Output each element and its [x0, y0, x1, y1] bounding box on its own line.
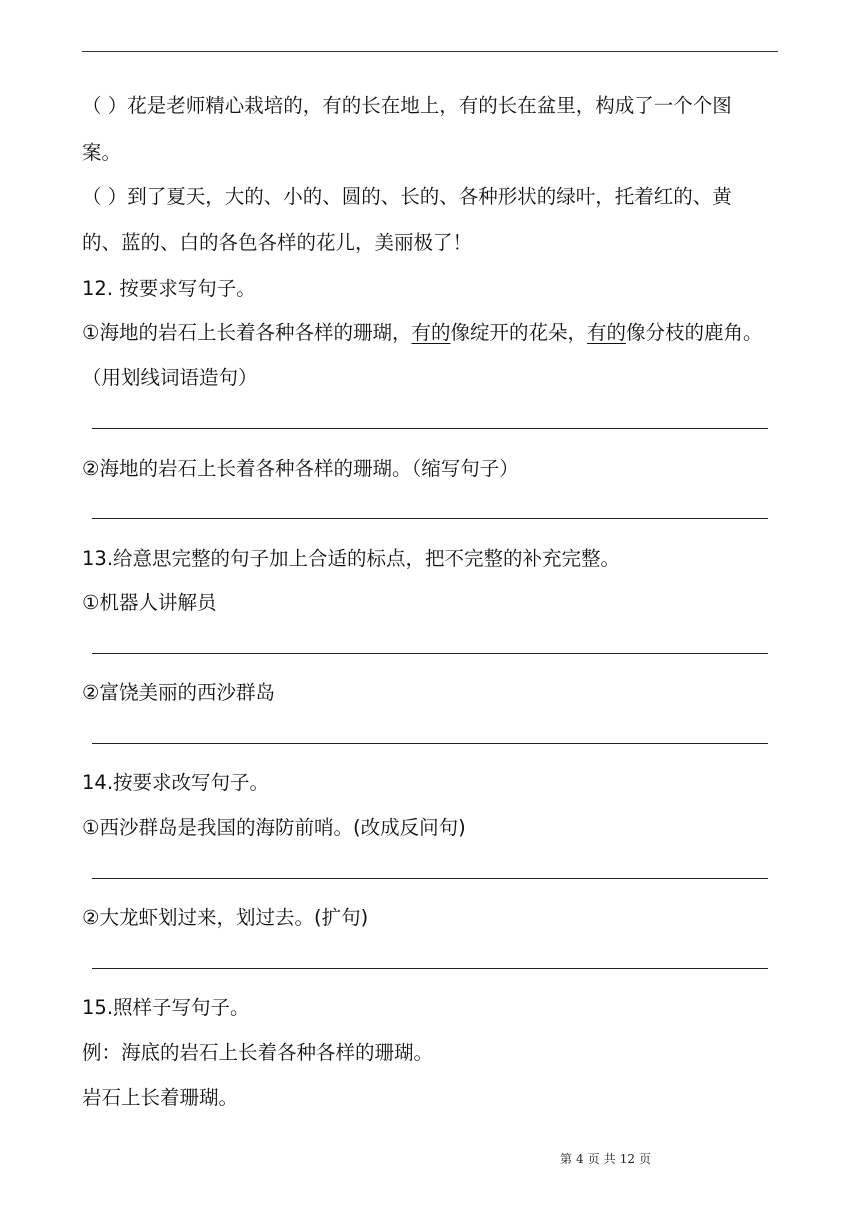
footer-prefix: 第 — [560, 1152, 573, 1166]
total-pages-number: 12 — [619, 1152, 635, 1166]
header-rule — [82, 51, 778, 52]
answer-blank-line[interactable] — [92, 518, 768, 519]
question-13-item-1: ①机器人讲解员 — [82, 591, 217, 614]
text-line: 的、蓝的、白的各色各样的花儿，美丽极了！ — [82, 231, 473, 254]
question-14-title: 14.按要求改写句子。 — [82, 771, 270, 794]
underlined-word: 有的 — [411, 321, 451, 344]
answer-blank-line[interactable] — [92, 968, 768, 969]
footer-word: 页 — [587, 1152, 600, 1166]
question-12-item-1 — [82, 320, 763, 346]
answer-blank-line[interactable] — [92, 428, 768, 429]
answer-blank-line[interactable] — [92, 653, 768, 654]
question-14-item-2: ②大龙虾划过来，划过去。(扩句) — [82, 906, 369, 929]
text-line: （ ）花是老师精心栽培的，有的长在地上，有的长在盆里，构成了一个个图 — [82, 94, 732, 117]
page-footer — [0, 1150, 860, 1167]
question-15-title: 15.照样子写句子。 — [82, 996, 250, 1019]
answer-blank-line[interactable] — [92, 743, 768, 744]
text-segment: 像分枝的鹿角。 — [626, 321, 763, 344]
footer-suffix: 页 — [638, 1152, 651, 1166]
question-15-example: 例：海底的岩石上长着各种各样的珊瑚。 — [82, 1041, 434, 1064]
current-page-number: 4 — [576, 1152, 584, 1166]
question-12-item-2: ②海地的岩石上长着各种各样的珊瑚。（缩写句子） — [82, 457, 519, 480]
question-13-title: 13.给意思完整的句子加上合适的标点，把不完整的补充完整。 — [82, 547, 621, 570]
text-line: （ ）到了夏天，大的、小的、圆的、长的、各种形状的绿叶，托着红的、黄 — [82, 185, 732, 208]
text-line: 案。 — [82, 141, 122, 164]
question-12-title: 12. 按要求写句子。 — [82, 277, 256, 300]
text-segment: ①海地的岩石上长着各种各样的珊瑚， — [82, 321, 412, 344]
question-14-item-1: ①西沙群岛是我国的海防前哨。(改成反问句) — [82, 816, 466, 839]
text-segment: 像绽开的花朵， — [450, 321, 588, 344]
answer-blank-line[interactable] — [92, 878, 768, 879]
underlined-word: 有的 — [587, 321, 627, 344]
question-15-example-answer: 岩石上长着珊瑚。 — [82, 1086, 239, 1109]
question-13-item-2: ②富饶美丽的西沙群岛 — [82, 681, 275, 704]
question-12-item-1-note: （用划线词语造句） — [82, 366, 258, 389]
footer-word: 共 — [603, 1152, 616, 1166]
